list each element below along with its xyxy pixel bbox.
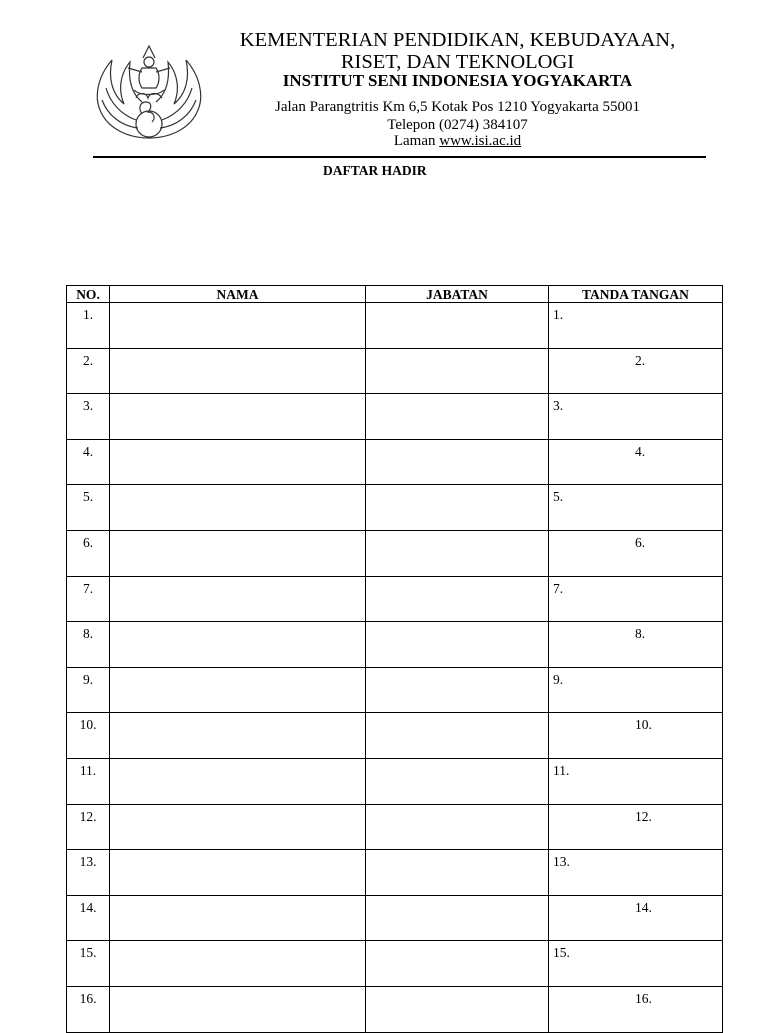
institute-phone: Telepon (0274) 384107 (387, 117, 528, 133)
nama-cell[interactable] (110, 439, 366, 485)
table-row (67, 348, 723, 394)
row-number: 12. (67, 804, 110, 850)
jabatan-cell[interactable] (366, 576, 549, 622)
table-row (67, 986, 723, 1032)
jabatan-cell[interactable] (366, 941, 549, 987)
jabatan-cell[interactable] (366, 439, 549, 485)
table-row (67, 303, 723, 349)
table-row (67, 622, 723, 668)
signature-cell[interactable]: 4. (549, 439, 723, 485)
jabatan-cell[interactable] (366, 485, 549, 531)
website-link[interactable]: www.isi.ac.id (439, 133, 522, 149)
table-row (67, 394, 723, 440)
attendance-table (66, 285, 723, 1033)
signature-cell[interactable]: 1. (549, 303, 723, 349)
jabatan-cell[interactable] (366, 530, 549, 576)
signature-cell[interactable]: 10. (549, 713, 723, 759)
signature-cell[interactable]: 11. (549, 758, 723, 804)
table-row (67, 667, 723, 713)
letterhead-divider (93, 156, 706, 158)
jabatan-cell[interactable] (366, 804, 549, 850)
nama-cell[interactable] (110, 485, 366, 531)
website-label: Laman (393, 133, 436, 149)
jabatan-cell[interactable] (366, 348, 549, 394)
nama-cell[interactable] (110, 576, 366, 622)
row-number: 5. (67, 485, 110, 531)
signature-cell[interactable]: 6. (549, 530, 723, 576)
table-row (67, 850, 723, 896)
signature-cell[interactable]: 8. (549, 622, 723, 668)
signature-cell[interactable]: 9. (549, 667, 723, 713)
institute-address: Jalan Parangtritis Km 6,5 Kotak Pos 1210 Yogyakarta 55001 (275, 99, 640, 115)
table-header-row (67, 286, 723, 303)
row-number: 14. (67, 895, 110, 941)
column-header-no: NO. (67, 286, 110, 303)
jabatan-cell[interactable] (366, 667, 549, 713)
row-number: 8. (67, 622, 110, 668)
nama-cell[interactable] (110, 348, 366, 394)
row-number: 15. (67, 941, 110, 987)
institute-name: INSTITUT SENI INDONESIA YOGYAKARTA (282, 71, 633, 90)
nama-cell[interactable] (110, 713, 366, 759)
column-header-jabatan: JABATAN (366, 286, 549, 303)
nama-cell[interactable] (110, 941, 366, 987)
nama-cell[interactable] (110, 850, 366, 896)
column-header-nama: NAMA (110, 286, 366, 303)
isi-yogyakarta-emblem-icon (90, 38, 208, 148)
row-number: 9. (67, 667, 110, 713)
attendance-rows (67, 303, 723, 1033)
jabatan-cell[interactable] (366, 986, 549, 1032)
nama-cell[interactable] (110, 895, 366, 941)
table-row (67, 804, 723, 850)
row-number: 3. (67, 394, 110, 440)
signature-cell[interactable]: 16. (549, 986, 723, 1032)
ministry-name-line1: KEMENTERIAN PENDIDIKAN, KEBUDAYAAN, (239, 29, 676, 51)
row-number: 2. (67, 348, 110, 394)
row-number: 10. (67, 713, 110, 759)
nama-cell[interactable] (110, 986, 366, 1032)
row-number: 13. (67, 850, 110, 896)
row-number: 4. (67, 439, 110, 485)
signature-cell[interactable]: 2. (549, 348, 723, 394)
table-row (67, 485, 723, 531)
table-row (67, 530, 723, 576)
jabatan-cell[interactable] (366, 303, 549, 349)
signature-cell[interactable]: 15. (549, 941, 723, 987)
signature-cell[interactable]: 13. (549, 850, 723, 896)
table-row (67, 895, 723, 941)
document-title: DAFTAR HADIR (323, 163, 427, 178)
row-number: 6. (67, 530, 110, 576)
jabatan-cell[interactable] (366, 394, 549, 440)
row-number: 1. (67, 303, 110, 349)
jabatan-cell[interactable] (366, 895, 549, 941)
jabatan-cell[interactable] (366, 758, 549, 804)
nama-cell[interactable] (110, 303, 366, 349)
table-row (67, 439, 723, 485)
row-number: 7. (67, 576, 110, 622)
signature-cell[interactable]: 5. (549, 485, 723, 531)
nama-cell[interactable] (110, 530, 366, 576)
ministry-name-line2: RISET, DAN TEKNOLOGI (340, 51, 575, 73)
column-header-tanda-tangan: TANDA TANGAN (549, 286, 723, 303)
nama-cell[interactable] (110, 758, 366, 804)
signature-cell[interactable]: 3. (549, 394, 723, 440)
signature-cell[interactable]: 12. (549, 804, 723, 850)
signature-cell[interactable]: 14. (549, 895, 723, 941)
signature-cell[interactable]: 7. (549, 576, 723, 622)
table-row (67, 576, 723, 622)
table-row (67, 713, 723, 759)
nama-cell[interactable] (110, 667, 366, 713)
jabatan-cell[interactable] (366, 850, 549, 896)
row-number: 11. (67, 758, 110, 804)
jabatan-cell[interactable] (366, 713, 549, 759)
institute-website (230, 132, 685, 150)
row-number: 16. (67, 986, 110, 1032)
nama-cell[interactable] (110, 804, 366, 850)
table-row (67, 941, 723, 987)
jabatan-cell[interactable] (366, 622, 549, 668)
table-row (67, 758, 723, 804)
nama-cell[interactable] (110, 394, 366, 440)
nama-cell[interactable] (110, 622, 366, 668)
